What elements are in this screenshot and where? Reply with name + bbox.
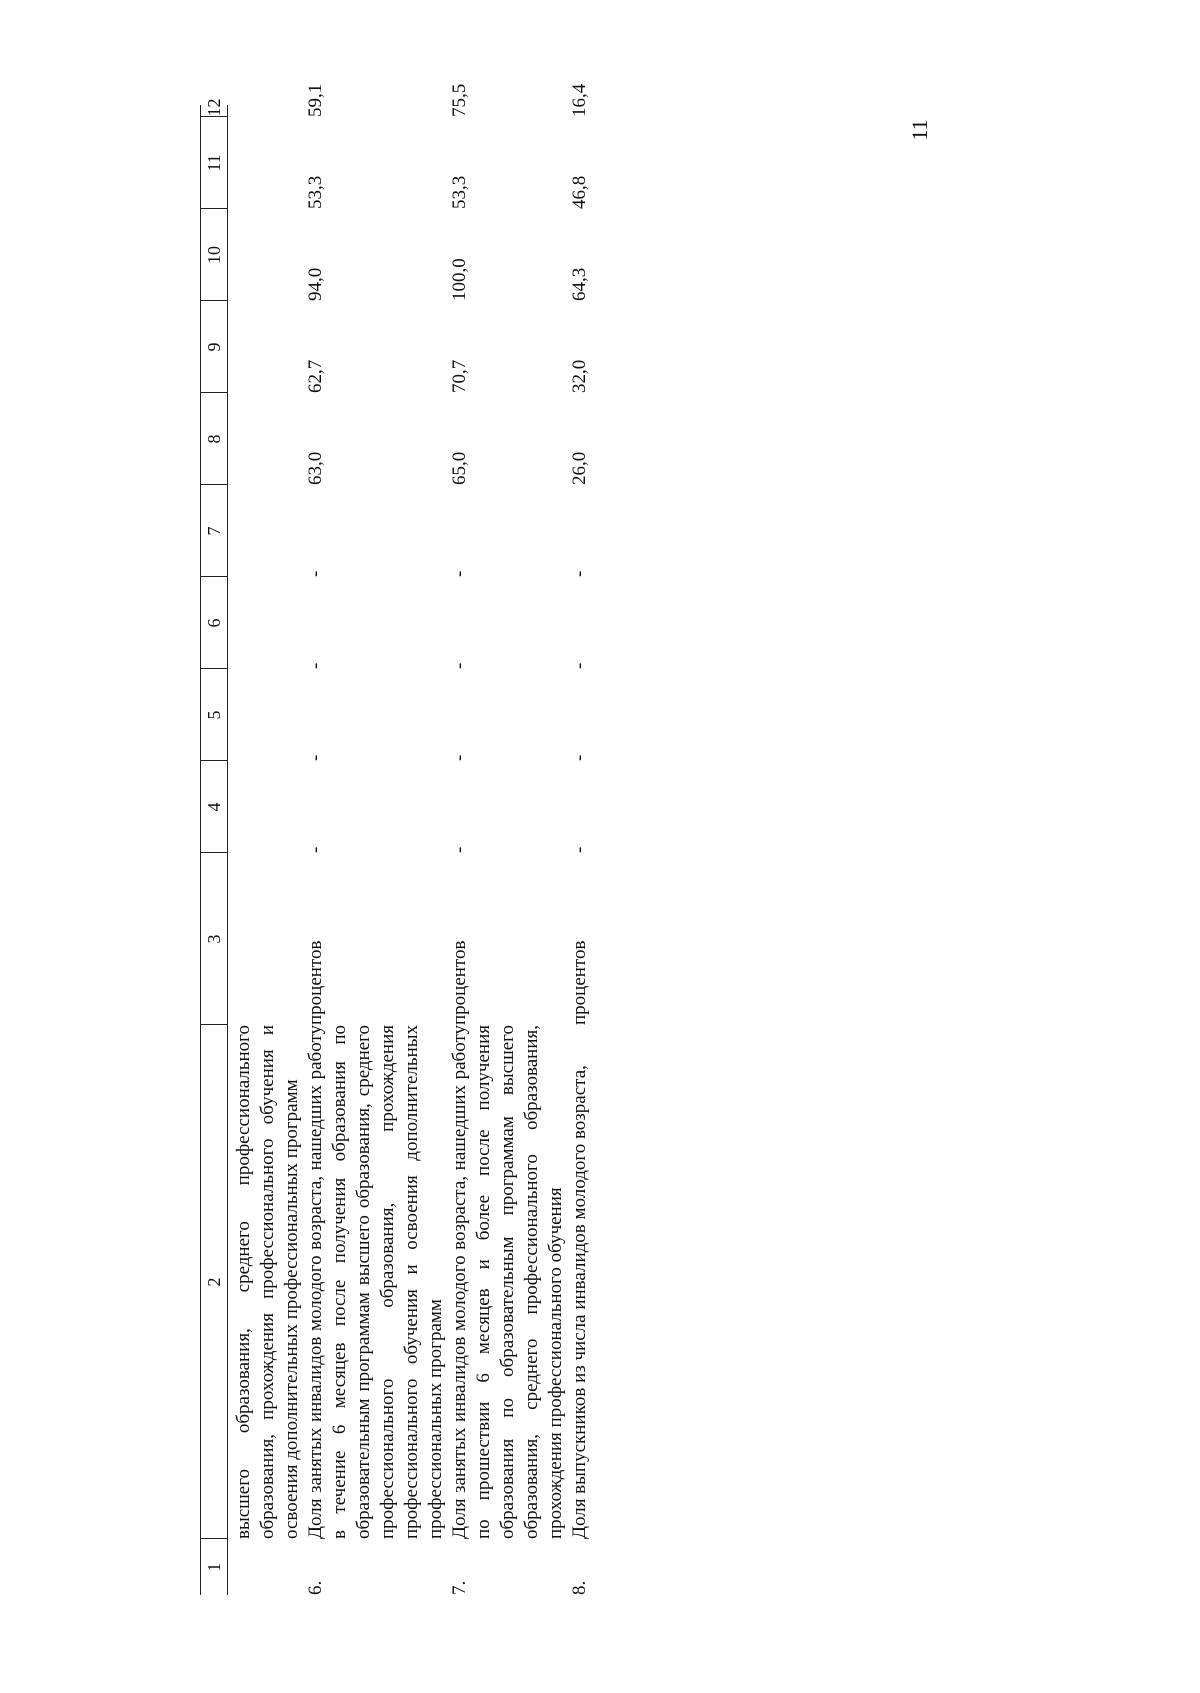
header-cell: 7 (201, 485, 228, 577)
indicator-name: высшего образования, среднего профессионального образования, прохождения профессионального обучения и освоения дополнительных профессиональных программ (233, 1025, 302, 1539)
header-cell: 12 (201, 105, 228, 117)
value-cell (228, 577, 305, 669)
unit-cell: процентов (569, 940, 590, 1025)
value-cell: 94,0 (305, 267, 326, 301)
value-cell: - (449, 662, 470, 669)
value-cell: 16,4 (569, 83, 590, 117)
header-cell: 4 (201, 761, 228, 853)
value-cell (228, 669, 305, 761)
table-header (201, 98, 228, 1595)
header-cell: 6 (201, 577, 228, 669)
unit-cell (228, 853, 305, 1025)
unit-cell: процентов (449, 940, 470, 1025)
value-cell: 75,5 (449, 83, 470, 117)
header-cell: 5 (201, 669, 228, 761)
indicator-name: Доля занятых инвалидов молодого возраста, нашедших работу по прошествии 6 месяцев и более после получения образования по образовательным программам высшего образования, среднего профессионального образования, прохождения профессионального обучения (449, 1025, 566, 1539)
unit-cell: процентов (305, 940, 326, 1025)
header-cell: 3 (201, 853, 228, 1025)
row-number: 6. (305, 1580, 326, 1595)
value-cell: 62,7 (305, 359, 326, 393)
row-number: 8. (569, 1580, 590, 1595)
page-number: 11 (907, 119, 932, 141)
value-cell: 100,0 (449, 258, 470, 301)
value-cell (228, 301, 305, 393)
value-cell (228, 117, 305, 209)
value-cell (228, 393, 305, 485)
value-cell: 53,3 (449, 175, 470, 209)
value-cell: 65,0 (449, 451, 470, 485)
indicators-table (200, 83, 592, 1595)
value-cell: 32,0 (569, 359, 590, 393)
value-cell: - (305, 754, 326, 761)
indicator-name: Доля выпускников из числа инвалидов молодого возраста, (569, 1065, 590, 1539)
value-cell: - (569, 570, 590, 577)
value-cell (228, 209, 305, 301)
value-cell: 46,8 (569, 175, 590, 209)
value-cell: - (449, 570, 470, 577)
value-cell: - (305, 846, 326, 853)
value-cell: - (305, 570, 326, 577)
value-cell: - (569, 662, 590, 669)
value-cell: 64,3 (569, 267, 590, 301)
value-cell: - (569, 754, 590, 761)
indicator-name: Доля занятых инвалидов молодого возраста, нашедших работу в течение 6 месяцев после получения образования по образовательным программам высшего образования, среднего профессионального образования, прохождения профессионального обучения и освоения дополнительных профессиональных программ (305, 1025, 446, 1539)
header-cell: 10 (201, 209, 228, 301)
value-cell: - (305, 662, 326, 669)
header-cell: 9 (201, 301, 228, 393)
value-cell (228, 105, 305, 117)
table-row (228, 105, 305, 1595)
header-cell: 8 (201, 393, 228, 485)
value-cell: - (449, 754, 470, 761)
value-cell: 53,3 (305, 175, 326, 209)
value-cell: 26,0 (569, 451, 590, 485)
header-cell: 2 (201, 1025, 228, 1539)
table-row (568, 105, 592, 1595)
value-cell: - (569, 846, 590, 853)
header-cell: 1 (201, 1539, 228, 1595)
header-cell: 11 (201, 117, 228, 209)
value-cell: 59,1 (305, 83, 326, 117)
rotated-table-container (200, 83, 970, 1595)
row-number (228, 1539, 305, 1595)
value-cell: - (449, 846, 470, 853)
table-row (304, 105, 448, 1595)
table-row (448, 105, 568, 1595)
value-cell (228, 485, 305, 577)
row-number: 7. (449, 1580, 470, 1595)
value-cell: 70,7 (449, 359, 470, 393)
value-cell: 63,0 (305, 451, 326, 485)
value-cell (228, 761, 305, 853)
